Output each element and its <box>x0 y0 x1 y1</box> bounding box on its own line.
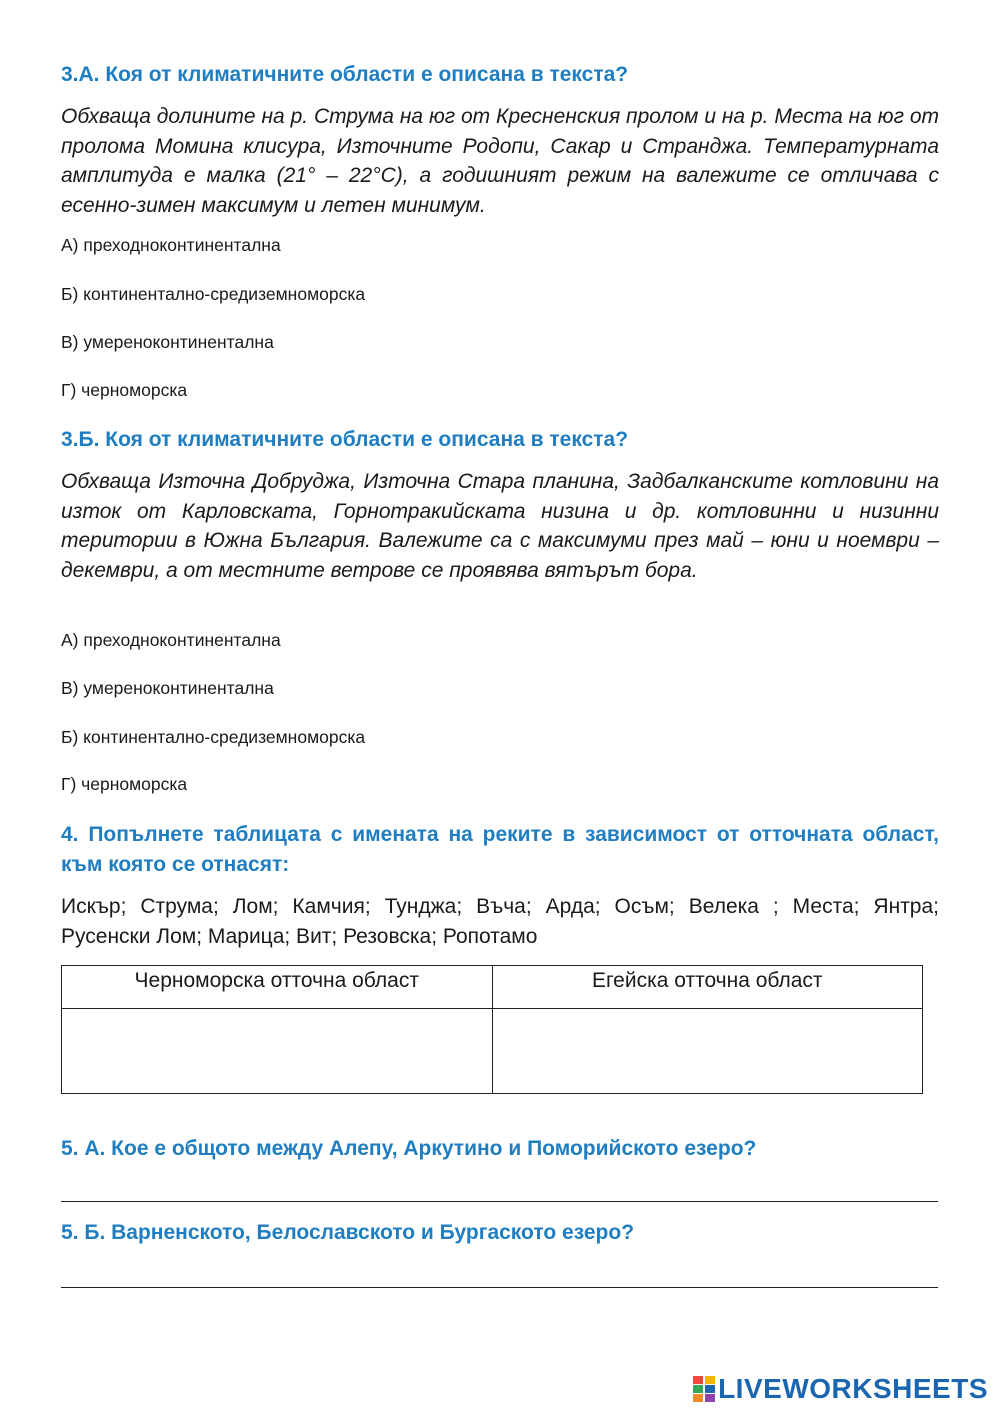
q3a-option-c[interactable]: В) умереноконтинентална <box>61 332 274 352</box>
q3a-option-a[interactable]: А) преходноконтинентална <box>61 235 281 255</box>
black-sea-header: Черноморска отточна област <box>62 966 493 1009</box>
q3b-option-c[interactable]: Б) континентално-средиземноморска <box>61 727 366 747</box>
q3a-option-d[interactable]: Г) черноморска <box>61 380 188 400</box>
drainage-table <box>61 965 923 1094</box>
q3b-option-a[interactable]: А) преходноконтинентална <box>61 630 281 650</box>
rivers-list: Искър; Струма; Лом; Камчия; Тунджа; Въча; Арда; Осъм; Велека ; Места; Янтра; Русенски Лом; Марица; Вит; Резовска; Ропотамо <box>61 895 939 948</box>
question-3b-title: 3.Б. Коя от климатичните области е описана в текста? <box>61 428 629 451</box>
question-3b-text: Обхваща Източна Добруджа, Източна Стара планина, Задбалканските котловини на изток от Карловската, Горнотракийската низина и др. котловинни и низинни територии в Южна България. Валежите са с максимуми през май – юни и ноември – декември, а от местните ветрове се проявява вятърът бора. <box>61 470 939 582</box>
question-5a-answer-line[interactable] <box>61 1201 938 1202</box>
question-5b-answer-line[interactable] <box>61 1287 938 1288</box>
question-3a-title: 3.А. Коя от климатичните области е описана в текста? <box>61 63 629 86</box>
q3b-option-d[interactable]: Г) черноморска <box>61 774 188 794</box>
question-3a-text: Обхваща долините на р. Струма на юг от Кресненския пролом и на р. Места на юг от пролома Момина клисура, Източните Родопи, Сакар и Странджа. Температурната амплитуда е малка (21° – 22°C), а годишният режим на валежите се отличава с есенно-зимен максимум и летен минимум. <box>61 105 939 217</box>
q3a-option-b[interactable]: Б) континентално-средиземноморска <box>61 284 366 304</box>
aegean-answer-cell[interactable] <box>492 1009 923 1094</box>
question-4-title: 4. Попълнете таблицата с имената на реките в зависимост от отточната област, към която се отнасят: <box>61 823 939 876</box>
liveworksheets-logo-icon <box>693 1376 715 1402</box>
question-5b-title: 5. Б. Варненското, Белославското и Бургаското езеро? <box>61 1221 635 1244</box>
black-sea-answer-cell[interactable] <box>62 1009 493 1094</box>
liveworksheets-logo-text: LIVEWORKSHEETS <box>718 1373 988 1404</box>
aegean-header: Егейска отточна област <box>492 966 923 1009</box>
liveworksheets-logo <box>693 1374 988 1404</box>
question-5a-title: 5. А. Кое е общото между Алепу, Аркутино и Поморийското езеро? <box>61 1137 757 1160</box>
q3b-option-b[interactable]: В) умереноконтинентална <box>61 678 274 698</box>
